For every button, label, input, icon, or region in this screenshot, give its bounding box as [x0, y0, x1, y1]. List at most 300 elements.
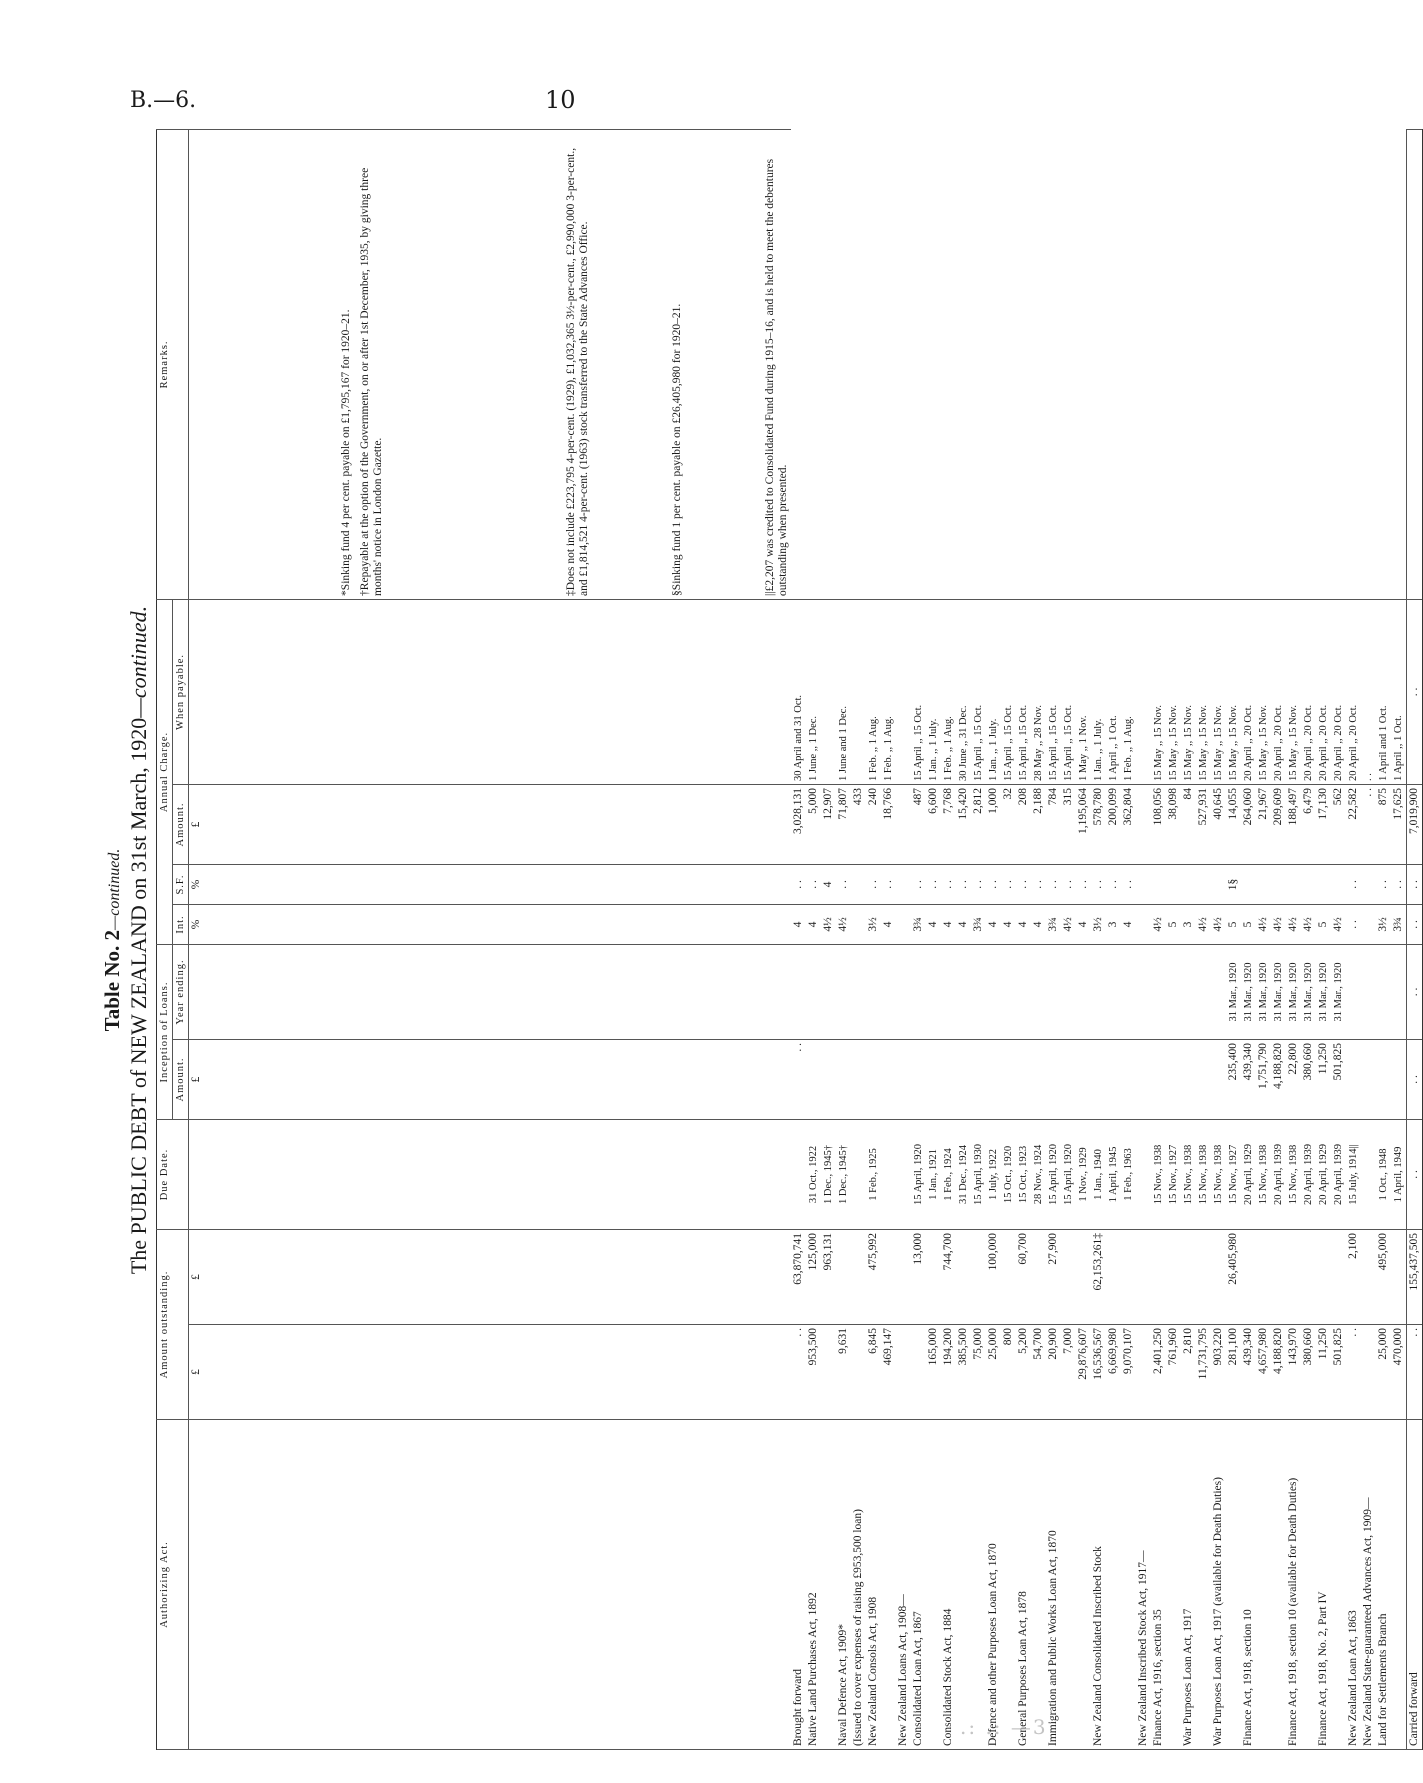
cell-amt: 200,099 — [1106, 784, 1121, 864]
cell-o1: . . — [1346, 1325, 1361, 1420]
cell-o2 — [1031, 1229, 1046, 1324]
table-title — [100, 130, 126, 1750]
cell-sf: . . — [911, 864, 926, 904]
cell-int: 4 — [926, 904, 941, 944]
cell-o2 — [1151, 1229, 1166, 1324]
cell-o1: 16,536,567 — [1091, 1325, 1106, 1420]
cell-o1: 9,631 — [836, 1325, 851, 1420]
cell-int: 3½ — [1376, 904, 1391, 944]
cell-amt: . . — [1361, 784, 1376, 864]
cell-when: 30 June ,, 31 Dec. — [956, 599, 971, 784]
cell-o2 — [1121, 1229, 1136, 1324]
cell-when: 15 April ,, 15 Oct. — [1001, 599, 1016, 784]
cell-iy: 31 Mar., 1920 — [1271, 944, 1286, 1039]
cell-ia — [956, 1039, 971, 1119]
cell-amt: 562 — [1331, 784, 1346, 864]
cell-when: 15 April ,, 15 Oct. — [1016, 599, 1031, 784]
cell-due: 1 Dec., 1945† — [821, 1119, 836, 1229]
cell-iy: 31 Mar., 1920 — [1226, 944, 1241, 1039]
cell-o1: 20,900 — [1046, 1325, 1061, 1420]
cell-int: 5 — [1166, 904, 1181, 944]
cell-sf: . . — [1376, 864, 1391, 904]
cell-iy — [896, 944, 911, 1039]
cell-when — [821, 599, 836, 784]
cell-o1: 11,250 — [1316, 1325, 1331, 1420]
cell-act — [956, 1420, 971, 1750]
cell-int: 3½ — [866, 904, 881, 944]
cell-int: 3 — [1181, 904, 1196, 944]
total-due: . . — [1407, 1119, 1423, 1229]
cell-int: 4 — [881, 904, 896, 944]
cell-o1: 385,500 — [956, 1325, 971, 1420]
cell-ia: 1,751,790 — [1256, 1039, 1271, 1119]
cell-sf — [1271, 864, 1286, 904]
cell-ia: 235,400 — [1226, 1039, 1241, 1119]
cell-due — [791, 1119, 806, 1229]
cell-o2: 27,900 — [1046, 1229, 1061, 1324]
cell-int: 4½ — [1286, 904, 1301, 944]
header-when: When payable. — [173, 599, 189, 784]
cell-amt: 2,812 — [971, 784, 986, 864]
cell-sf: . . — [791, 864, 806, 904]
table-subtitle-cont: —continued. — [126, 605, 151, 718]
cell-act — [971, 1420, 986, 1750]
cell-o2 — [1196, 1229, 1211, 1324]
cell-o1: 25,000 — [1376, 1325, 1391, 1420]
unit-pct: % — [189, 904, 792, 944]
cell-o1: 903,220 — [1211, 1325, 1226, 1420]
cell-sf: . . — [1076, 864, 1091, 904]
cell-o1: 75,000 — [971, 1325, 986, 1420]
unit-pound: £ — [189, 1039, 792, 1119]
table-row — [1016, 129, 1031, 1749]
table-title-cont: —continued. — [106, 848, 123, 930]
cell-when: 20 April ,, 20 Oct. — [1316, 599, 1331, 784]
cell-iy — [1121, 944, 1136, 1039]
cell-int: 4½ — [821, 904, 836, 944]
cell-o1: 29,876,607 — [1076, 1325, 1091, 1420]
cell-iy — [1076, 944, 1091, 1039]
cell-amt — [896, 784, 911, 864]
table-subtitle-main: The PUBLIC DEBT of NEW ZEALAND on 31st March, 1920 — [126, 717, 151, 1275]
cell-due: 20 April, 1929 — [1316, 1119, 1331, 1229]
unit-pct: % — [189, 864, 792, 904]
cell-act — [1331, 1420, 1346, 1750]
cell-int: 3¾ — [971, 904, 986, 944]
header-sf: S.F. — [173, 864, 189, 904]
cell-ia — [806, 1039, 821, 1119]
cell-act: New Zealand Loans Act, 1908— — [896, 1420, 911, 1750]
cell-iy — [1106, 944, 1121, 1039]
cell-iy — [806, 944, 821, 1039]
cell-amt: 108,056 — [1151, 784, 1166, 864]
header-due: Due Date. — [157, 1119, 189, 1229]
cell-sf: . . — [866, 864, 881, 904]
cell-sf — [896, 864, 911, 904]
cell-due: 31 Oct., 1922 — [806, 1119, 821, 1229]
rotated-table-page — [100, 130, 1420, 1750]
cell-o1: 380,660 — [1301, 1325, 1316, 1420]
cell-amt: 315 — [1061, 784, 1076, 864]
cell-int: . . — [1346, 904, 1361, 944]
cell-o1 — [821, 1325, 836, 1420]
cell-sf: . . — [1001, 864, 1016, 904]
cell-when: 15 May ,, 15 Nov. — [1196, 599, 1211, 784]
cell-when: 1 June ,, 1 Dec. — [806, 599, 821, 784]
cell-o1: 54,700 — [1031, 1325, 1046, 1420]
cell-int: 4 — [806, 904, 821, 944]
cell-iy — [836, 944, 851, 1039]
cell-int: 4½ — [1301, 904, 1316, 944]
cell-ia — [986, 1039, 1001, 1119]
cell-act: War Purposes Loan Act, 1917 (available for Death Duties) — [1211, 1420, 1226, 1750]
total-iy: . . — [1407, 944, 1423, 1039]
cell-amt: 22,582 — [1346, 784, 1361, 864]
table-subtitle — [126, 130, 156, 1750]
cell-when: 1 April and 1 Oct. — [1376, 599, 1391, 784]
table-row — [926, 129, 941, 1749]
cell-o1: 4,657,980 — [1256, 1325, 1271, 1420]
cell-ia — [851, 1039, 866, 1119]
cell-iy — [926, 944, 941, 1039]
cell-act: Consolidated Stock Act, 1884 — [941, 1420, 956, 1750]
cell-int: 4 — [1076, 904, 1091, 944]
remark-2: †Repayable at the option of the Government, on or after 1st December, 1935, by giving three months' notice in London Gazette. — [359, 167, 384, 596]
cell-o2: 2,100 — [1346, 1229, 1361, 1324]
cell-amt: 32 — [1001, 784, 1016, 864]
cell-sf: . . — [1091, 864, 1106, 904]
cell-act: New Zealand Inscribed Stock Act, 1917— — [1136, 1420, 1151, 1750]
header-inc-amount: Amount. — [173, 1039, 189, 1119]
cell-ia: . . — [791, 1039, 806, 1119]
cell-act — [1031, 1420, 1046, 1750]
cell-act: General Purposes Loan Act, 1878 — [1016, 1420, 1031, 1750]
cell-int: 4½ — [1211, 904, 1226, 944]
cell-ia — [971, 1039, 986, 1119]
table-row — [1166, 129, 1181, 1749]
cell-int: 4 — [956, 904, 971, 944]
cell-ia — [1031, 1039, 1046, 1119]
cell-sf: . . — [971, 864, 986, 904]
cell-ia — [1076, 1039, 1091, 1119]
cell-o2 — [881, 1229, 896, 1324]
cell-iy — [1181, 944, 1196, 1039]
cell-due: 15 Oct., 1923 — [1016, 1119, 1031, 1229]
cell-sf — [1211, 864, 1226, 904]
cell-when: 15 April ,, 15 Oct. — [1061, 599, 1076, 784]
table-row — [881, 129, 896, 1749]
cell-due: 15 April, 1920 — [1046, 1119, 1061, 1229]
cell-iy — [1046, 944, 1061, 1039]
cell-o2 — [956, 1229, 971, 1324]
cell-sf — [1286, 864, 1301, 904]
cell-int: 4 — [791, 904, 806, 944]
cell-o1: 194,200 — [941, 1325, 956, 1420]
cell-ia — [1376, 1039, 1391, 1119]
cell-sf: . . — [1121, 864, 1136, 904]
cell-o2 — [1061, 1229, 1076, 1324]
cell-o2 — [1136, 1229, 1151, 1324]
table-row — [851, 129, 866, 1749]
cell-amt: 71,807 — [836, 784, 851, 864]
cell-act — [1391, 1420, 1407, 1750]
cell-o1: 25,000 — [986, 1325, 1001, 1420]
cell-int: 5 — [1241, 904, 1256, 944]
cell-int: 4 — [1121, 904, 1136, 944]
cell-o2 — [836, 1229, 851, 1324]
cell-o2: 26,405,980 — [1226, 1229, 1241, 1324]
cell-due: 1 Nov., 1929 — [1076, 1119, 1091, 1229]
header-remarks: Remarks. — [157, 129, 189, 599]
public-debt-table — [156, 129, 1423, 1750]
cell-sf: . . — [941, 864, 956, 904]
cell-ia — [941, 1039, 956, 1119]
cell-o1: 165,000 — [926, 1325, 941, 1420]
cell-o2 — [1391, 1229, 1407, 1324]
cell-amt: 487 — [911, 784, 926, 864]
cell-o2: 744,700 — [941, 1229, 956, 1324]
cell-iy — [941, 944, 956, 1039]
table-row — [1046, 129, 1061, 1749]
cell-int — [896, 904, 911, 944]
cell-iy — [821, 944, 836, 1039]
cell-o1: 281,100 — [1226, 1325, 1241, 1420]
cell-ia: 501,825 — [1331, 1039, 1346, 1119]
cell-o1: 9,070,107 — [1121, 1325, 1136, 1420]
unit-pound: £ — [189, 1325, 792, 1420]
cell-due — [1136, 1119, 1151, 1229]
cell-act — [1256, 1420, 1271, 1750]
cell-sf: . . — [956, 864, 971, 904]
page-number: 10 — [545, 86, 576, 114]
cell-sf — [1181, 864, 1196, 904]
cell-when: 15 May ,, 15 Nov. — [1166, 599, 1181, 784]
table-row — [1391, 129, 1407, 1749]
cell-act: Naval Defence Act, 1909* — [836, 1420, 851, 1750]
cell-act — [1301, 1420, 1316, 1750]
cell-o2: 125,000 — [806, 1229, 821, 1324]
table-row — [1001, 129, 1016, 1749]
cell-ia — [1346, 1039, 1361, 1119]
cell-sf — [1316, 864, 1331, 904]
document-code: B.—6. — [130, 88, 197, 113]
cell-iy: 31 Mar., 1920 — [1331, 944, 1346, 1039]
cell-when: 15 April ,, 15 Oct. — [911, 599, 926, 784]
cell-ia — [1166, 1039, 1181, 1119]
cell-ia: 11,250 — [1316, 1039, 1331, 1119]
cell-when: 15 May ,, 15 Nov. — [1226, 599, 1241, 784]
remark-1: *Sinking fund 4 per cent. payable on £1,795,167 for 1920–21. — [340, 309, 352, 596]
table-row — [1286, 129, 1301, 1749]
cell-int: 4½ — [1256, 904, 1271, 944]
cell-o2: 100,000 — [986, 1229, 1001, 1324]
cell-o2 — [851, 1229, 866, 1324]
table-row — [1031, 129, 1046, 1749]
cell-due: 15 Nov., 1927 — [1226, 1119, 1241, 1229]
cell-due: 15 Nov., 1938 — [1196, 1119, 1211, 1229]
cell-due: 28 Nov., 1924 — [1031, 1119, 1046, 1229]
cell-act — [926, 1420, 941, 1750]
cell-amt: 14,055 — [1226, 784, 1241, 864]
cell-ia — [1061, 1039, 1076, 1119]
cell-o2 — [1361, 1229, 1376, 1324]
cell-o2 — [1241, 1229, 1256, 1324]
cell-o2 — [1316, 1229, 1331, 1324]
header-inception: Inception of Loans. — [157, 944, 173, 1119]
table-row — [1256, 129, 1271, 1749]
cell-due — [1361, 1119, 1376, 1229]
cell-o2 — [1331, 1229, 1346, 1324]
cell-due: 15 Nov., 1938 — [1286, 1119, 1301, 1229]
cell-int: 4 — [986, 904, 1001, 944]
cell-due: 1 April, 1945 — [1106, 1119, 1121, 1229]
cell-o1: 6,845 — [866, 1325, 881, 1420]
cell-ia — [1211, 1039, 1226, 1119]
cell-o1: 501,825 — [1331, 1325, 1346, 1420]
cell-act: Land for Settlements Branch — [1376, 1420, 1391, 1750]
cell-o2: 62,153,261‡ — [1091, 1229, 1106, 1324]
cell-amt: 362,804 — [1121, 784, 1136, 864]
scan-mark: .: .: —3 — [960, 1715, 1048, 1739]
cell-due: 1 Oct., 1948 — [1376, 1119, 1391, 1229]
cell-o2 — [1106, 1229, 1121, 1324]
total-o2: 155,437,505 — [1407, 1229, 1423, 1324]
table-row — [896, 129, 911, 1749]
cell-act — [1061, 1420, 1076, 1750]
cell-o1: 470,000 — [1391, 1325, 1407, 1420]
cell-o1: 2,810 — [1181, 1325, 1196, 1420]
table-row — [821, 129, 836, 1749]
cell-amt: 12,907 — [821, 784, 836, 864]
cell-amt: 433 — [851, 784, 866, 864]
header-annual: Annual Charge. — [157, 599, 173, 944]
cell-when: 30 April and 31 Oct. — [791, 599, 806, 784]
cell-o1: 6,669,980 — [1106, 1325, 1121, 1420]
cell-when: 15 May ,, 15 Nov. — [1211, 599, 1226, 784]
cell-amt: 6,600 — [926, 784, 941, 864]
cell-ia — [1181, 1039, 1196, 1119]
cell-amt: 7,768 — [941, 784, 956, 864]
cell-act: Defence and other Purposes Loan Act, 1870 — [986, 1420, 1001, 1750]
cell-o1 — [911, 1325, 926, 1420]
table-row — [956, 129, 971, 1749]
cell-amt: 1,195,064 — [1076, 784, 1091, 864]
cell-ia: 439,340 — [1241, 1039, 1256, 1119]
cell-due: 15 Nov., 1938 — [1211, 1119, 1226, 1229]
cell-amt: 6,479 — [1301, 784, 1316, 864]
cell-act — [821, 1420, 836, 1750]
cell-when: 15 May ,, 15 Nov. — [1181, 599, 1196, 784]
cell-o1: 2,401,250 — [1151, 1325, 1166, 1420]
cell-sf: . . — [881, 864, 896, 904]
cell-act: New Zealand Consols Act, 1908 — [866, 1420, 881, 1750]
header-act: Authorizing Act. — [157, 1420, 189, 1750]
cell-amt: 875 — [1376, 784, 1391, 864]
cell-iy — [971, 944, 986, 1039]
cell-o2 — [1286, 1229, 1301, 1324]
cell-o2 — [1271, 1229, 1286, 1324]
cell-o2 — [1211, 1229, 1226, 1324]
cell-ia — [1091, 1039, 1106, 1119]
cell-sf — [1166, 864, 1181, 904]
table-row — [1271, 129, 1286, 1749]
cell-due: 1 Jan., 1940 — [1091, 1119, 1106, 1229]
cell-act: New Zealand State-guaranteed Advances Act, 1909— — [1361, 1420, 1376, 1750]
cell-amt: 15,420 — [956, 784, 971, 864]
cell-int — [1136, 904, 1151, 944]
table-row — [1361, 129, 1376, 1749]
cell-iy — [1196, 944, 1211, 1039]
cell-act — [1106, 1420, 1121, 1750]
cell-sf — [1241, 864, 1256, 904]
total-amount: 7,019,900 — [1407, 784, 1423, 864]
cell-o1 — [851, 1325, 866, 1420]
cell-o2: 963,131 — [821, 1229, 836, 1324]
cell-o2 — [1076, 1229, 1091, 1324]
cell-when — [896, 599, 911, 784]
cell-when: 15 May ,, 15 Nov. — [1151, 599, 1166, 784]
cell-o1: 143,970 — [1286, 1325, 1301, 1420]
cell-iy — [1211, 944, 1226, 1039]
cell-o1: 5,200 — [1016, 1325, 1031, 1420]
table-row — [1121, 129, 1136, 1749]
cell-iy: 31 Mar., 1920 — [1286, 944, 1301, 1039]
cell-act — [1166, 1420, 1181, 1750]
cell-iy: 31 Mar., 1920 — [1316, 944, 1331, 1039]
cell-sf — [1151, 864, 1166, 904]
unit-pound: £ — [189, 784, 792, 864]
cell-o1 — [1361, 1325, 1376, 1420]
table-row — [1061, 129, 1076, 1749]
remark-4: §Sinking fund 1 per cent. payable on £26,405,980 for 1920–21. — [671, 303, 683, 596]
cell-when: 20 April ,, 20 Oct. — [1301, 599, 1316, 784]
cell-when: 1 May ,, 1 Nov. — [1076, 599, 1091, 784]
cell-o2: 495,000 — [1376, 1229, 1391, 1324]
cell-when: 15 April ,, 15 Oct. — [1046, 599, 1061, 784]
table-row — [1241, 129, 1256, 1749]
table-row — [1151, 129, 1166, 1749]
cell-o1 — [1136, 1325, 1151, 1420]
table-row — [941, 129, 956, 1749]
cell-due — [851, 1119, 866, 1229]
cell-when: 1 April ,, 1 Oct. — [1391, 599, 1407, 784]
table-row — [1301, 129, 1316, 1749]
cell-when: 1 Feb. ,, 1 Aug. — [1121, 599, 1136, 784]
cell-when: 15 April ,, 15 Oct. — [971, 599, 986, 784]
cell-ia — [1001, 1039, 1016, 1119]
total-ia: . . — [1407, 1039, 1423, 1119]
cell-act — [1271, 1420, 1286, 1750]
cell-int: 5 — [1226, 904, 1241, 944]
cell-ia — [926, 1039, 941, 1119]
cell-due: 15 Nov., 1938 — [1181, 1119, 1196, 1229]
cell-when: 28 May ,, 28 Nov. — [1031, 599, 1046, 784]
cell-sf: 1§ — [1226, 864, 1241, 904]
cell-act: Finance Act, 1918, section 10 — [1241, 1420, 1256, 1750]
cell-ia — [866, 1039, 881, 1119]
total-act: Carried forward — [1407, 1420, 1423, 1750]
cell-int — [851, 904, 866, 944]
cell-int: 4 — [1016, 904, 1031, 944]
cell-o1: 11,731,795 — [1196, 1325, 1211, 1420]
table-row — [911, 129, 926, 1749]
header-inc-year: Year ending. — [173, 944, 189, 1039]
cell-due: 1 Feb., 1963 — [1121, 1119, 1136, 1229]
cell-int: 4½ — [1271, 904, 1286, 944]
cell-act: War Purposes Loan Act, 1917 — [1181, 1420, 1196, 1750]
cell-when: 1 June and 1 Dec. — [836, 599, 851, 784]
cell-sf: . . — [836, 864, 851, 904]
